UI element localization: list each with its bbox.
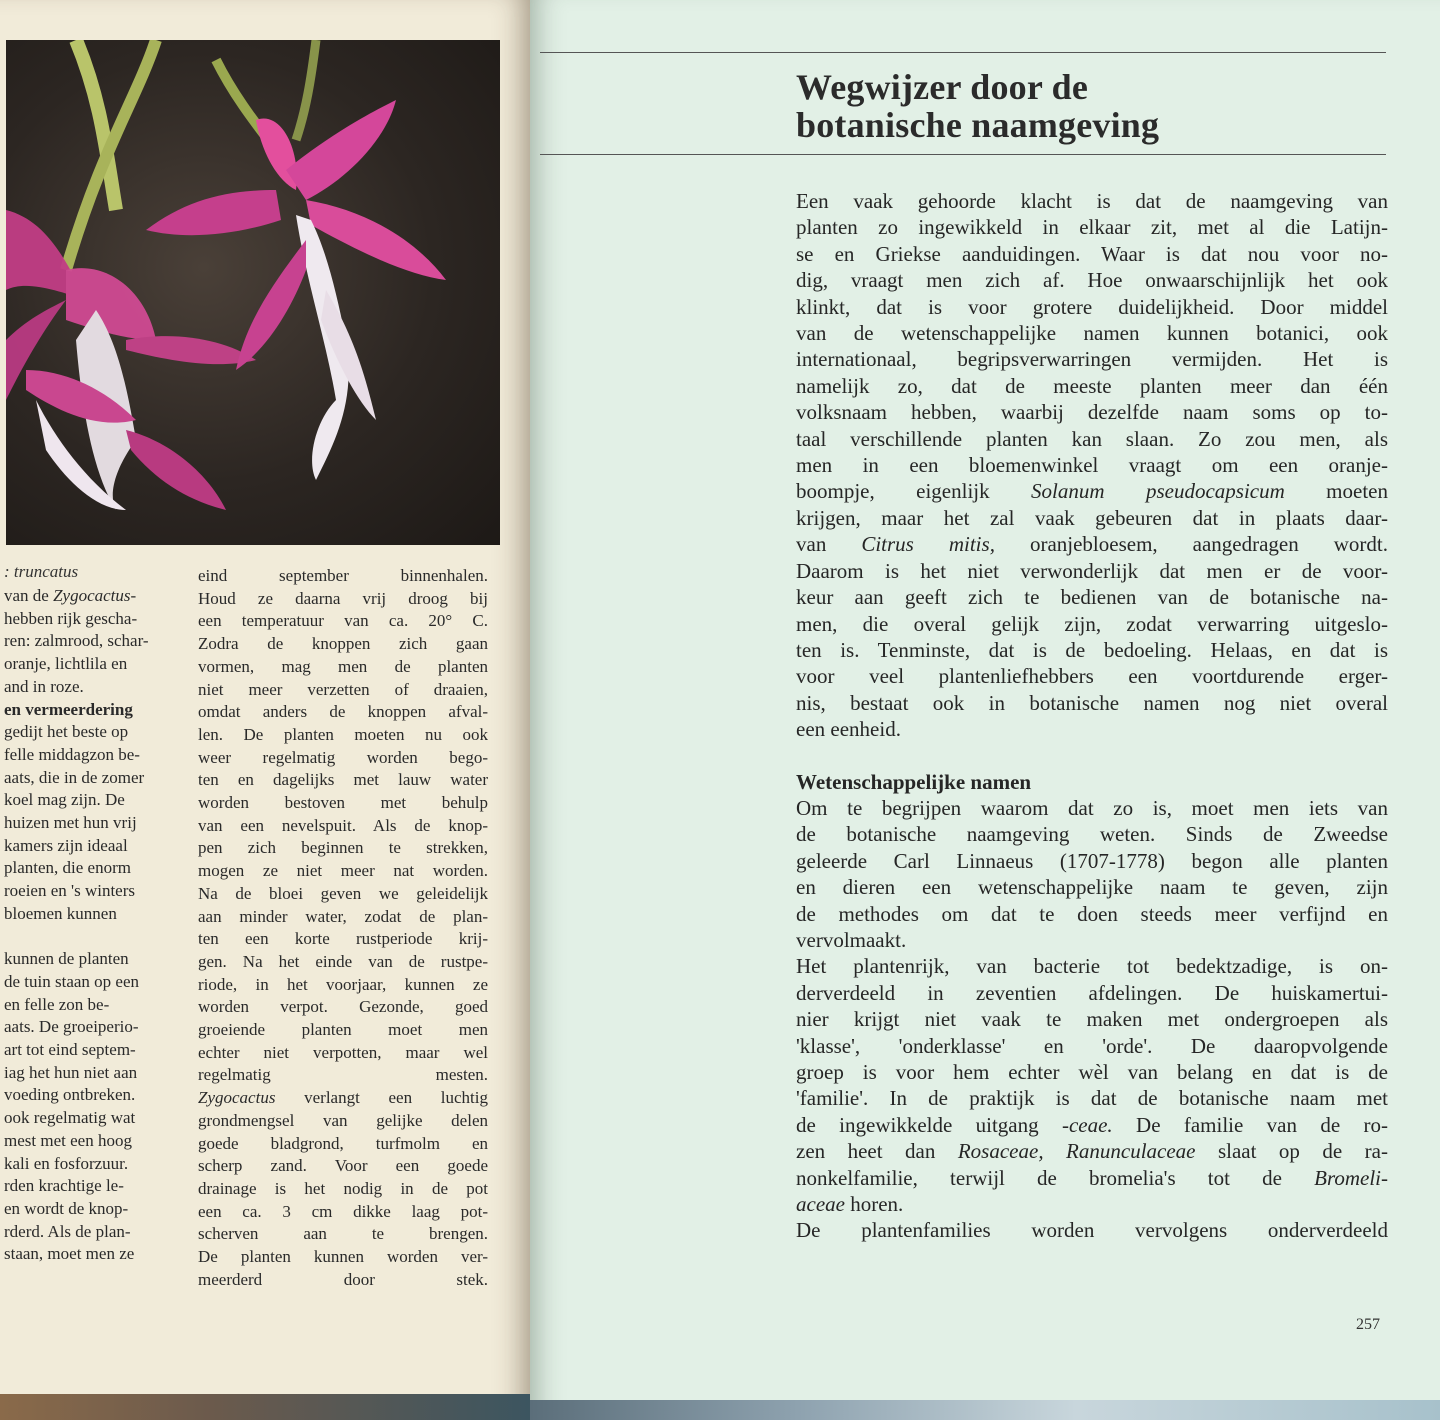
page-title bbox=[796, 68, 1396, 144]
text-line: nis, bestaat ook in botanische namen nog niet overal bbox=[796, 690, 1388, 715]
text-line: Daarom is het niet verwonderlijk dat men er de voor- bbox=[796, 558, 1388, 583]
text-line: derverdeeld in zeventien afdelingen. De huiskamertui- bbox=[796, 980, 1388, 1005]
text-line: vormen, mag men de planten bbox=[198, 656, 488, 676]
text-line: Zodra de knoppen zich gaan bbox=[198, 634, 488, 654]
text-line: kali en fosforzuur. bbox=[4, 1153, 129, 1173]
text-line: aats. De groeiperio- bbox=[4, 1017, 139, 1037]
photo-caption: : truncatus bbox=[4, 562, 79, 581]
book-edge bbox=[530, 1400, 1440, 1420]
text-line: en dieren een wetenschappelijke naam te geven, zijn bbox=[796, 875, 1388, 900]
text-line: een ca. 3 cm dikke laag pot- bbox=[198, 1201, 488, 1221]
text-line: scherven aan te brengen. bbox=[198, 1224, 488, 1244]
text-line: boompje, eigenlijk Solanum pseudocapsicum moeten bbox=[796, 479, 1388, 504]
text-line: van de Zygocactus- bbox=[4, 586, 137, 605]
text-line: felle middagzon be- bbox=[4, 744, 140, 764]
text-line: 'klasse', 'onderklasse' en 'orde'. De daaropvolgende bbox=[796, 1033, 1388, 1058]
text-line: regelmatig mesten. bbox=[198, 1065, 488, 1085]
text-line: ren: zalmrood, schar- bbox=[4, 631, 149, 651]
title-line-1: Wegwijzer door de bbox=[796, 67, 1089, 107]
text-line: planten zo ingewikkeld in elkaar zit, met al die Latijn- bbox=[796, 215, 1388, 240]
text-line: art tot eind septem- bbox=[4, 1040, 136, 1060]
paragraph-plantenrijk bbox=[796, 953, 1388, 1217]
left-column-b bbox=[198, 565, 488, 1292]
text-line: de botanische naamgeving weten. Sinds de Zweedse bbox=[796, 822, 1388, 847]
text-line: worden bestoven met behulp bbox=[198, 793, 488, 813]
text-line: staan, moet men ze bbox=[4, 1244, 135, 1264]
text-line: vervolmaakt. bbox=[796, 927, 907, 952]
text-line: aan minder water, zodat de plan- bbox=[198, 906, 488, 926]
text-line: huizen met hun vrij bbox=[4, 813, 137, 833]
text-line: een temperatuur van ca. 20° C. bbox=[198, 611, 488, 631]
text-line: ook regelmatig wat bbox=[4, 1108, 136, 1128]
title-rule-bottom bbox=[540, 154, 1386, 155]
paragraph-linnaeus bbox=[796, 795, 1388, 953]
text-line: gen. Na het einde van de rustpe- bbox=[198, 951, 488, 971]
text-line: een eenheid. bbox=[796, 717, 901, 742]
text-line: groep is voor hem echter wèl van belang en dat is de bbox=[796, 1060, 1388, 1084]
text-line: ten is. Tenminste, dat is de bedoeling. Helaas, en dat is bbox=[796, 637, 1388, 662]
text-line: ten en dagelijks met lauw water bbox=[198, 770, 488, 790]
text-line: aceae horen. bbox=[796, 1192, 904, 1217]
text-line: 'familie'. In de praktijk is dat de botanische naam met bbox=[796, 1086, 1388, 1111]
text-line: en vermeerdering bbox=[4, 699, 133, 719]
text-line: niet meer verzetten of draaien, bbox=[198, 679, 488, 699]
left-column-a bbox=[4, 585, 186, 1266]
text-line: hebben rijk gescha- bbox=[4, 608, 138, 628]
paragraph-intro bbox=[796, 188, 1388, 743]
text-line: oranje, lichtlila en bbox=[4, 654, 128, 674]
text-line: omdat anders de knoppen afval- bbox=[198, 702, 488, 722]
text-line: planten, die enorm bbox=[4, 858, 131, 878]
text-line: se en Griekse aanduidingen. Waar is dat nou voor no- bbox=[796, 241, 1388, 266]
text-line: voeding ontbreken. bbox=[4, 1085, 136, 1105]
text-line: eind september binnenhalen. bbox=[198, 566, 488, 585]
text-line: de methodes om dat te doen steeds meer verfijnd en bbox=[796, 901, 1388, 926]
text-line: namelijk zo, dat de meeste planten meer dan één bbox=[796, 373, 1388, 398]
text-line: Zygocactus verlangt een luchtig bbox=[198, 1088, 488, 1108]
title-line-2: botanische naamgeving bbox=[796, 105, 1160, 145]
text-line: worden verpot. Gezonde, goed bbox=[198, 997, 488, 1017]
text-line: internationaal, begripsverwarringen vermijden. Het is bbox=[796, 347, 1388, 372]
text-line: taal verschillende planten kan slaan. Zo zou men, als bbox=[796, 426, 1388, 451]
text-line: len. De planten moeten nu ook bbox=[198, 724, 488, 744]
text-line: pen zich beginnen te strekken, bbox=[198, 838, 488, 858]
left-page bbox=[0, 0, 530, 1420]
paragraph-families bbox=[796, 1217, 1388, 1243]
text-line: weer regelmatig worden bego- bbox=[198, 747, 488, 767]
text-line: riode, in het voorjaar, kunnen ze bbox=[198, 974, 488, 994]
text-line: De planten kunnen worden ver- bbox=[198, 1247, 488, 1267]
text-line: klinkt, dat is voor grotere duidelijkheid. Door middel bbox=[796, 294, 1388, 319]
title-rule-top bbox=[540, 52, 1386, 53]
text-line: aats, die in de zomer bbox=[4, 767, 145, 787]
text-line: drainage is het nodig in de pot bbox=[198, 1178, 488, 1198]
text-line: van Citrus mitis, oranjebloesem, aangedragen wordt. bbox=[796, 532, 1388, 557]
text-line: kamers zijn ideaal bbox=[4, 835, 128, 855]
text-line: goede bladgrond, turfmolm en bbox=[198, 1133, 488, 1153]
text-line: van een nevelspuit. Als de knop- bbox=[198, 815, 488, 835]
text-line: rderd. Als de plan- bbox=[4, 1221, 131, 1241]
text-line: Houd ze daarna vrij droog bij bbox=[198, 588, 488, 608]
text-line: van de wetenschappelijke namen kunnen botanici, ook bbox=[796, 321, 1388, 346]
text-line: gedijt het beste op bbox=[4, 722, 129, 742]
text-line: scherp zand. Voor een goede bbox=[198, 1156, 488, 1176]
text-line: meerderd door stek. bbox=[198, 1269, 488, 1289]
text-line: Een vaak gehoorde klacht is dat de naamgeving van bbox=[796, 189, 1388, 213]
text-line: de ingewikkelde uitgang -ceae. De familie van de ro- bbox=[796, 1112, 1388, 1137]
flower-illustration bbox=[6, 40, 500, 545]
text-line: koel mag zijn. De bbox=[4, 790, 125, 810]
body-text bbox=[796, 188, 1388, 1244]
text-line: roeien en 's winters bbox=[4, 881, 135, 901]
text-line: krijgen, maar het zal vaak gebeuren dat in plaats daar- bbox=[796, 505, 1388, 530]
text-line: grondmengsel van gelijke delen bbox=[198, 1110, 488, 1130]
text-line: kunnen de planten bbox=[4, 949, 129, 969]
text-line: nier krijgt niet vaak te maken met ondergroepen als bbox=[796, 1007, 1388, 1032]
text-line: nonkelfamilie, terwijl de bromelia's tot de Bromeli- bbox=[796, 1165, 1388, 1190]
text-line: echter niet verpotten, maar wel bbox=[198, 1042, 488, 1062]
text-line: men, die overal gelijk zijn, zodat verwarring uitgeslo- bbox=[796, 611, 1388, 636]
text-line: voor veel plantenliefhebbers een voortdurende erger- bbox=[796, 664, 1388, 689]
text-line: Om te begrijpen waarom dat zo is, moet men iets van bbox=[796, 795, 1388, 820]
text-line: Het plantenrijk, van bacterie tot bedektzadige, is on- bbox=[796, 954, 1388, 979]
text-line: de tuin staan op een bbox=[4, 971, 140, 991]
text-line: en wordt de knop- bbox=[4, 1198, 129, 1218]
text-line: bloemen kunnen bbox=[4, 903, 117, 923]
page-number: 257 bbox=[1356, 1316, 1380, 1333]
flower-photo bbox=[6, 40, 500, 545]
text-line: groeiende planten moet men bbox=[198, 1020, 488, 1040]
subheading-wetenschappelijke-namen: Wetenschappelijke namen bbox=[796, 769, 1032, 794]
text-line: dig, vraagt men zich af. Hoe onwaarschijnlijk het ook bbox=[796, 268, 1388, 293]
text-line: ten een korte rustperiode krij- bbox=[198, 929, 488, 949]
text-line: Na de bloei geven we geleidelijk bbox=[198, 883, 488, 903]
text-line: and in roze. bbox=[4, 676, 84, 696]
text-line: volksnaam hebben, waarbij dezelfde naam soms op to- bbox=[796, 400, 1388, 425]
text-line: zen heet dan Rosaceae, Ranunculaceae slaat op de ra- bbox=[796, 1139, 1388, 1164]
text-line: De plantenfamilies worden vervolgens onderverdeeld bbox=[796, 1218, 1388, 1243]
text-line bbox=[4, 926, 186, 949]
text-line: rden krachtige le- bbox=[4, 1176, 124, 1196]
text-line: iag het hun niet aan bbox=[4, 1062, 138, 1082]
text-line: en felle zon be- bbox=[4, 994, 110, 1014]
text-line: mogen ze niet meer nat worden. bbox=[198, 861, 488, 881]
text-line: mest met een hoog bbox=[4, 1130, 132, 1150]
text-line: men in een bloemenwinkel vraagt om een oranje- bbox=[796, 453, 1388, 478]
text-line: geleerde Carl Linnaeus (1707-1778) begon alle planten bbox=[796, 848, 1388, 873]
text-line: keur aan geeft zich te bedienen van de botanische na- bbox=[796, 585, 1388, 610]
